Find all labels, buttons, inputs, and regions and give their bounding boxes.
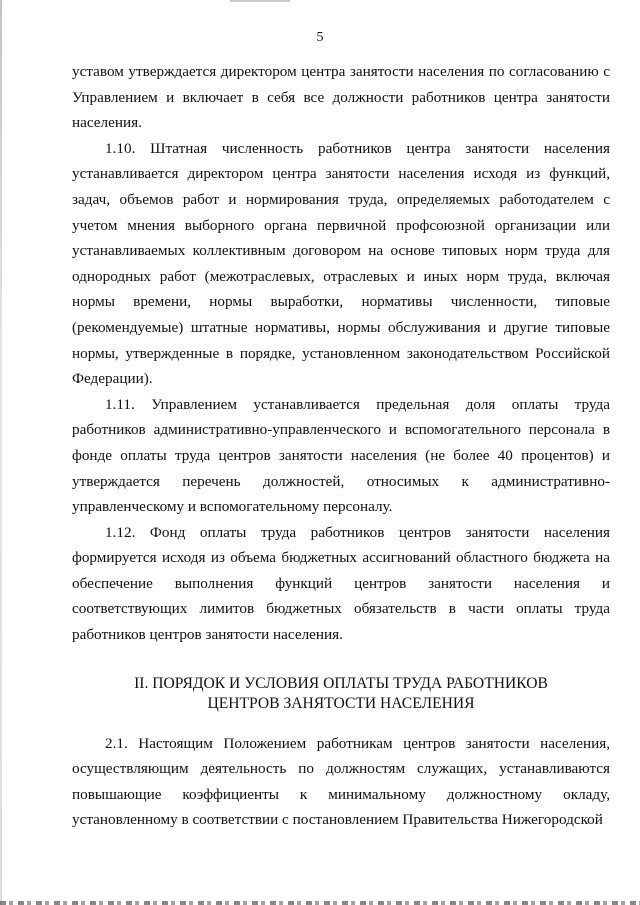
section-heading-line-2: ЦЕНТРОВ ЗАНЯТОСТИ НАСЕЛЕНИЯ [207, 694, 475, 712]
page-number: 5 [316, 30, 324, 45]
section-heading-line-1: II. ПОРЯДОК И УСЛОВИЯ ОПЛАТЫ ТРУДА РАБОТНИКОВ [134, 674, 548, 692]
section-heading [72, 674, 610, 714]
scan-edge-left [0, 0, 2, 905]
document-body [72, 59, 610, 833]
paragraph-1-10: 1.10. Штатная численность работников центра занятости населения устанавливается директором центра занятости населения исходя из функций, задач, объемов работ и нормирования труда, определяемых работодателем с учетом мнения выборного органа первичной профсоюзной организации или устанавливаемых коллективным договором на основе типовых норм труда для однородных работ (межотраслевых, отраслевых и иных норм труда, включая нормы времени, нормы выработки, нормативы численности, типовые (рекомендуемые) штатные нормативы, нормы обслуживания и другие типовые нормы, утвержденные в порядке, установленном законодательством Российской Федерации). [72, 139, 610, 388]
paragraph-continuation: уставом утверждается директором центра занятости населения по согласованию с Управлением и включает в себя все должности работников центра занятости населения. [72, 63, 610, 132]
paragraph-1-11: 1.11. Управлением устанавливается предельная доля оплаты труда работников административно-управленческого и вспомогательного персонала в фонде оплаты труда центров занятости населения (не более 40 процентов) и утверждается перечень должностей, относимых к административно-управленческому и вспомогательному персоналу. [72, 395, 610, 516]
paragraph-1-12: 1.12. Фонд оплаты труда работников центров занятости населения формируется исходя из объема бюджетных ассигнований областного бюджета на обеспечение выполнения функций центров занятости населения и соответствующих лимитов бюджетных обязательств в части оплаты труда работников центров занятости населения. [72, 523, 610, 644]
scan-edge-top [230, 0, 290, 2]
scan-edge-bottom [0, 901, 640, 905]
paragraph-2-1: 2.1. Настоящим Положением работникам центров занятости населения, осуществляющим деятельность по должностям служащих, устанавливаются повышающие коэффициенты к минимальному должностному окладу, установленному в соответствии с постановлением Правительства Нижегородской [72, 734, 610, 829]
